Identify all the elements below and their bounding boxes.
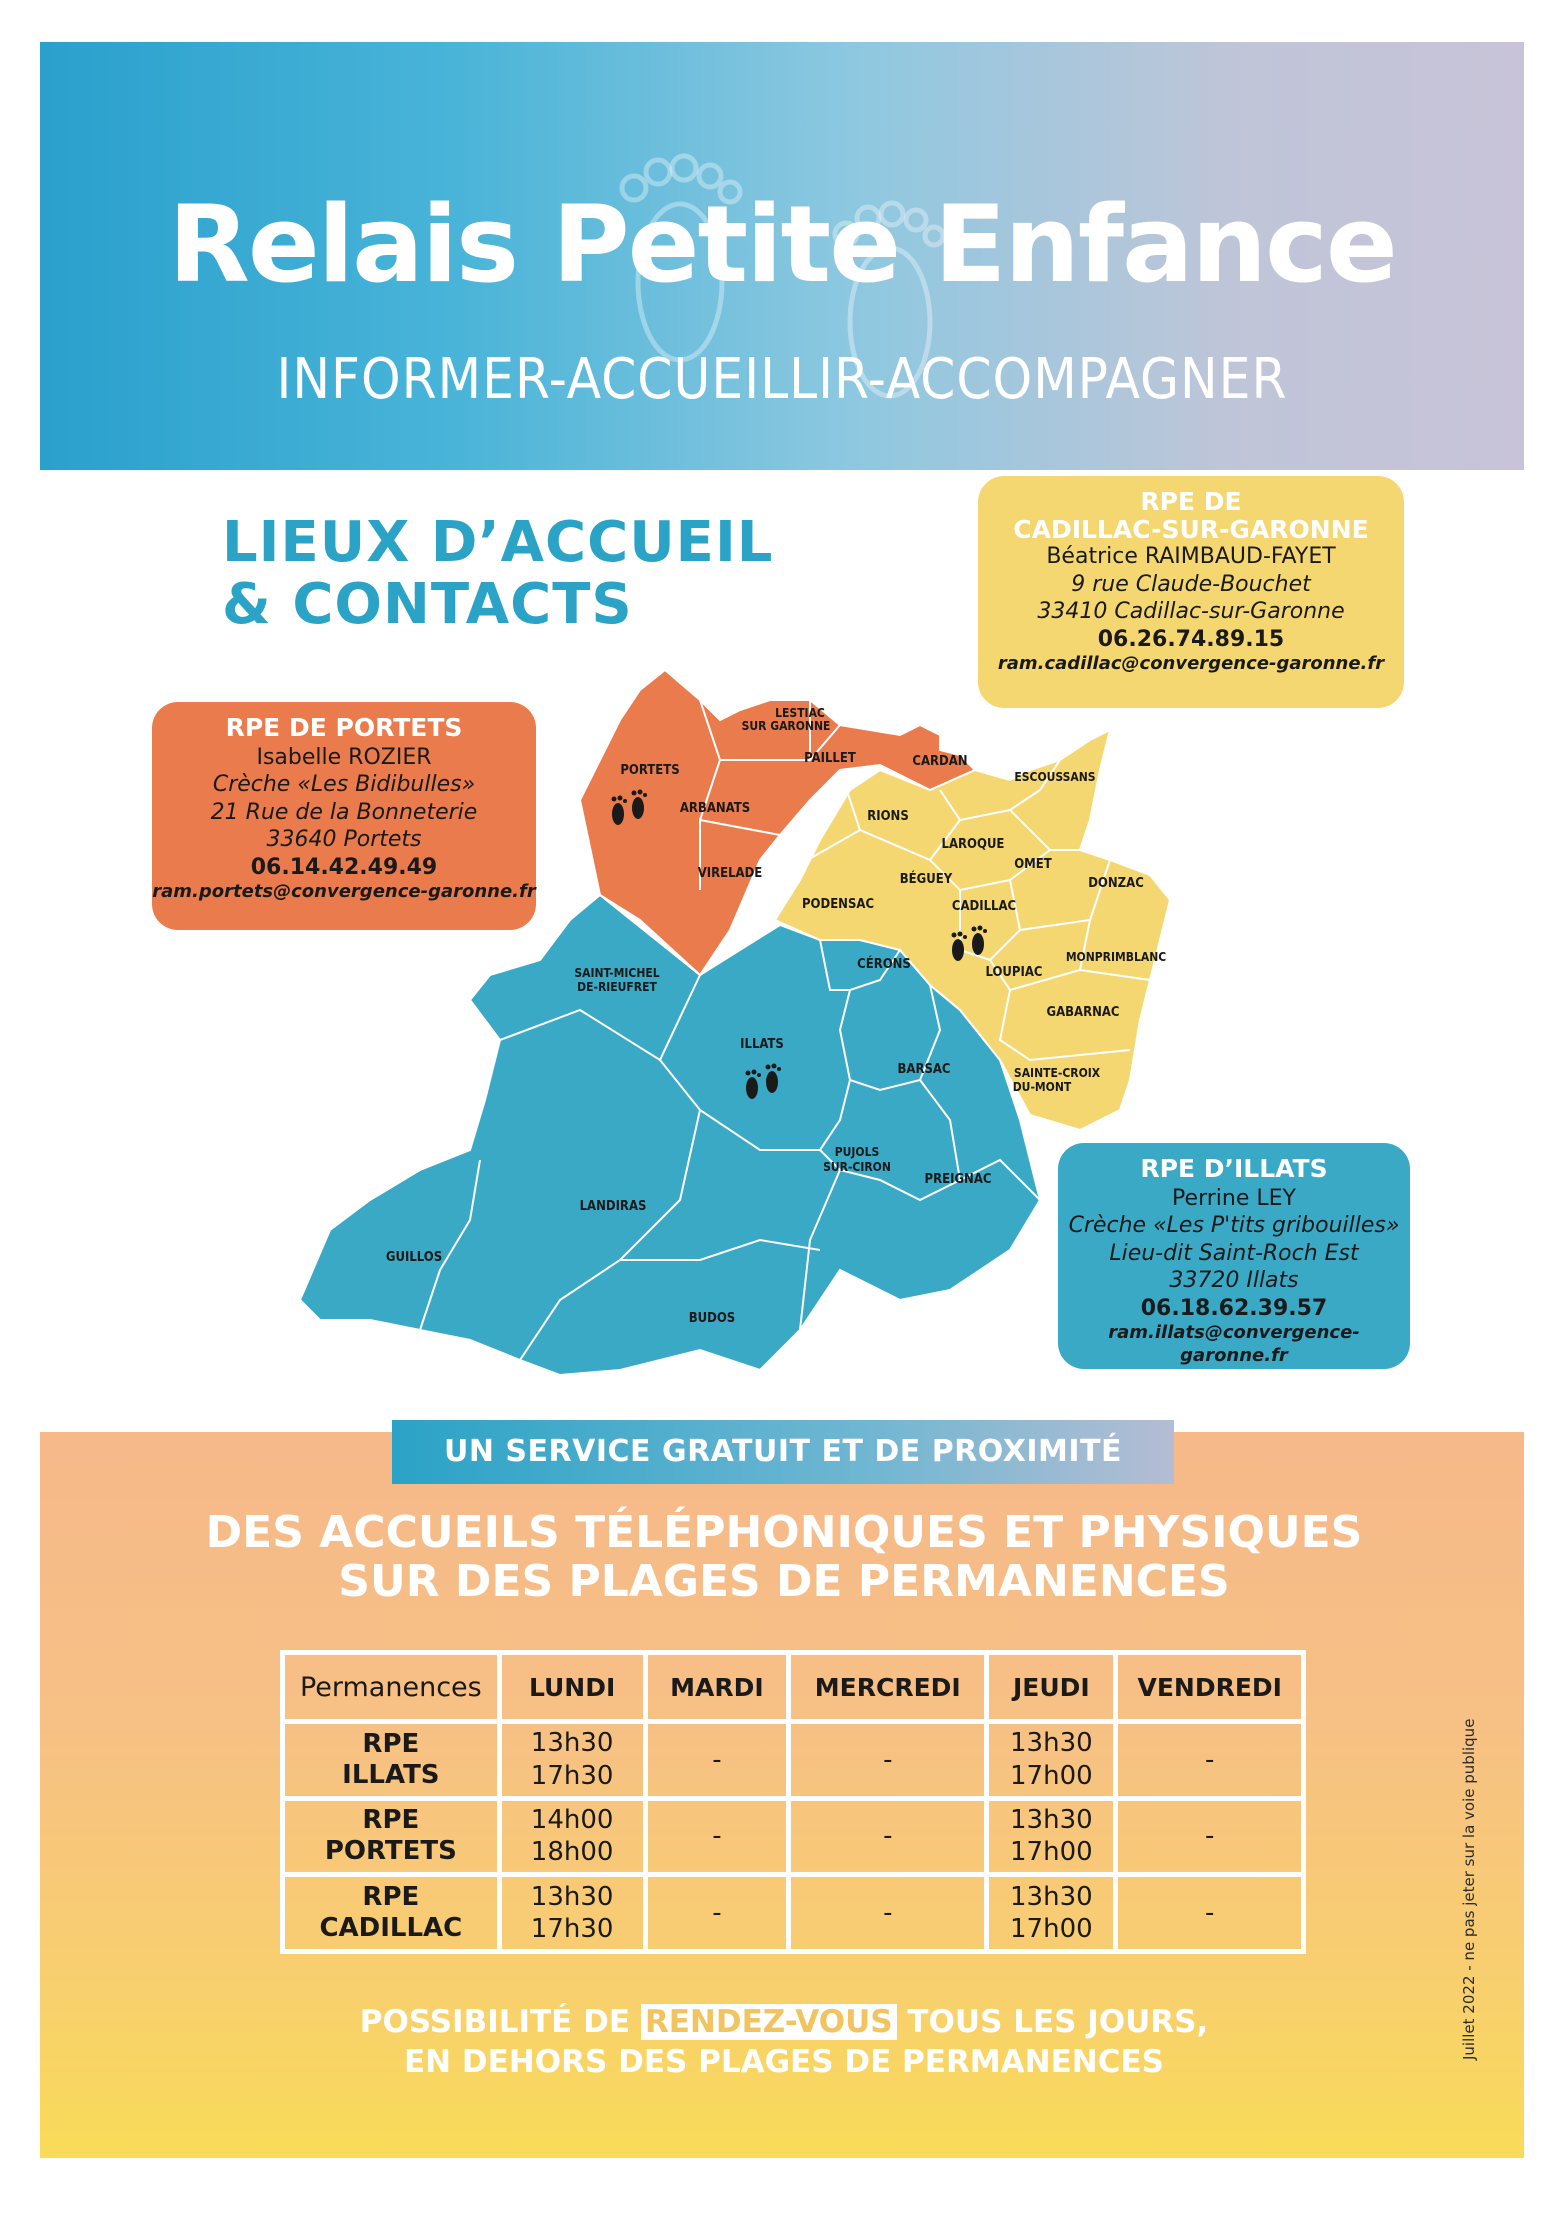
contact-name: Isabelle ROZIER (256, 744, 432, 770)
table-row-head (283, 1875, 500, 1952)
table-cell: - (789, 1798, 987, 1875)
table-cell: - (789, 1875, 987, 1952)
town-label: CÉRONS (857, 957, 911, 972)
town-label: DU-MONT (1012, 1080, 1072, 1094)
contact-email[interactable]: ram.portets@convergence-garonne.fr (152, 881, 536, 902)
table-header-row (283, 1653, 1304, 1722)
accueils-title (0, 1508, 1568, 1607)
contact-name: Béatrice RAIMBAUD-FAYET (1046, 544, 1336, 569)
service-banner: UN SERVICE GRATUIT ET DE PROXIMITÉ (392, 1420, 1174, 1484)
table-cell: - (645, 1875, 789, 1952)
cell-time: 13h30 (530, 1728, 614, 1759)
town-label: PODENSAC (801, 897, 875, 912)
town-label: SUR GARONNE (741, 719, 831, 733)
table-cell: - (1116, 1722, 1304, 1799)
contact-name: Perrine LEY (1172, 1185, 1296, 1211)
contact-city: 33720 Illats (1169, 1268, 1299, 1293)
table-cell: - (1116, 1798, 1304, 1875)
contact-place: Crèche «Les P'tits gribouilles» (1068, 1213, 1400, 1238)
cell-time: 18h00 (530, 1837, 614, 1868)
table-cell: - (645, 1798, 789, 1875)
rdv-highlight: RENDEZ-VOUS (641, 2004, 897, 2040)
cell-time: 17h30 (530, 1914, 614, 1945)
rdv-line2: EN DEHORS DES PLAGES DE PERMANENCES (404, 2044, 1164, 2081)
town-label: LESTIAC (775, 706, 825, 720)
lieux-heading-line1: LIEUX D’ACCUEIL (222, 510, 774, 575)
contact-email[interactable]: ram.illats@convergence-garonne.fr (1108, 1322, 1360, 1366)
table-row (283, 1875, 1304, 1952)
table-row (283, 1722, 1304, 1799)
accueils-title-line1: DES ACCUEILS TÉLÉPHONIQUES ET PHYSIQUES (205, 1507, 1363, 1558)
table-header: JEUDI (987, 1653, 1116, 1722)
town-label: ILLATS (740, 1037, 784, 1052)
contact-street: 9 rue Claude-Bouchet (1071, 571, 1311, 597)
footer-note: Juillet 2022 - ne pas jeter sur la voie publique (1460, 1718, 1478, 2060)
contact-city: 33640 Portets (266, 827, 422, 852)
table-cell (499, 1798, 645, 1875)
rdv-post: TOUS LES JOURS, (907, 2004, 1209, 2040)
town-label: RIONS (867, 809, 909, 824)
cell-time: 13h30 (1010, 1881, 1093, 1912)
town-label: OMET (1014, 857, 1052, 872)
contact-title: CADILLAC-SUR-GARONNE (1013, 514, 1369, 544)
row-name-line: CADILLAC (319, 1913, 463, 1944)
contact-street: Lieu-dit Saint-Roch Est (1109, 1240, 1359, 1266)
contact-box-illats (1058, 1143, 1410, 1369)
cell-time: 13h30 (1010, 1728, 1093, 1759)
table-cell (987, 1875, 1116, 1952)
contact-box-cadillac (978, 476, 1404, 708)
rdv-line1 (0, 2002, 1568, 2042)
table-cell (987, 1722, 1116, 1799)
town-label: ARBANATS (679, 801, 751, 816)
contact-city: 33410 Cadillac-sur-Garonne (1037, 599, 1345, 624)
permanences-table (280, 1650, 1306, 1954)
cell-time: 14h00 (530, 1804, 614, 1835)
town-label: BUDOS (688, 1311, 736, 1326)
town-label: BARSAC (897, 1062, 951, 1077)
cell-time: 17h00 (1010, 1837, 1093, 1868)
contact-title: RPE D’ILLATS (1140, 1154, 1328, 1183)
table-row (283, 1798, 1304, 1875)
rendez-vous-note (0, 2002, 1568, 2083)
contact-phone[interactable]: 06.26.74.89.15 (1097, 626, 1285, 652)
town-label: MONPRIMBLANC (1065, 950, 1167, 964)
town-label: CARDAN (912, 754, 968, 769)
cell-time: 17h00 (1010, 1760, 1093, 1791)
town-label: LOUPIAC (985, 965, 1043, 980)
contact-box-portets (152, 702, 536, 930)
town-label: VIRELADE (697, 866, 763, 881)
contact-email[interactable]: ram.cadillac@convergence-garonne.fr (997, 653, 1385, 674)
table-row-head (283, 1798, 500, 1875)
cell-time: 17h00 (1010, 1914, 1093, 1945)
lieux-heading-line2: & CONTACTS (222, 571, 633, 637)
town-label: PORTETS (620, 763, 680, 778)
town-label: DE-RIEUFRET (577, 980, 657, 994)
contact-place: Crèche «Les Bidibulles» (212, 772, 476, 797)
town-label: PAILLET (804, 751, 856, 766)
town-label: PUJOLS (834, 1145, 880, 1159)
table-cell (499, 1875, 645, 1952)
table-cell (987, 1798, 1116, 1875)
row-name-line: ILLATS (342, 1759, 440, 1790)
contact-phone[interactable]: 06.18.62.39.57 (1140, 1295, 1328, 1321)
table-header: Permanences (283, 1653, 500, 1722)
table-cell: - (789, 1722, 987, 1799)
town-label: DONZAC (1088, 876, 1144, 891)
table-row-head (283, 1722, 500, 1799)
table-header: MERCREDI (789, 1653, 987, 1722)
accueils-title-line2: SUR DES PLAGES DE PERMANENCES (338, 1556, 1230, 1608)
cell-time: 13h30 (1010, 1804, 1093, 1835)
table-header: VENDREDI (1116, 1653, 1304, 1722)
page-title: Relais Petite Enfance (168, 183, 1396, 306)
contact-title: RPE DE PORTETS (225, 713, 463, 742)
cell-time: 17h30 (530, 1760, 614, 1791)
town-label: SAINT-MICHEL (574, 966, 660, 980)
row-name-line: RPE (362, 1805, 420, 1836)
table-header: MARDI (645, 1653, 789, 1722)
town-label: CADILLAC (951, 899, 1017, 914)
table-header: LUNDI (499, 1653, 645, 1722)
row-name-line: PORTETS (324, 1836, 457, 1867)
table-cell: - (645, 1722, 789, 1799)
row-name-line: RPE (362, 1881, 420, 1912)
contact-title: RPE DE (1140, 487, 1242, 516)
cell-time: 13h30 (530, 1881, 614, 1912)
town-label: GABARNAC (1046, 1005, 1120, 1020)
town-label: SUR-CIRON (823, 1160, 891, 1174)
town-label: LAROQUE (941, 837, 1005, 852)
contact-phone[interactable]: 06.14.42.49.49 (250, 854, 438, 880)
contact-street: 21 Rue de la Bonneterie (210, 799, 478, 825)
town-label: LANDIRAS (579, 1199, 647, 1214)
town-label: GUILLOS (385, 1250, 443, 1265)
table-cell (499, 1722, 645, 1799)
town-label: PREIGNAC (924, 1172, 992, 1187)
table-cell: - (1116, 1875, 1304, 1952)
rdv-pre: POSSIBILITÉ DE (359, 2004, 631, 2040)
town-label: SAINTE-CROIX (1013, 1066, 1101, 1080)
page-subtitle: INFORMER-ACCUEILLIR-ACCOMPAGNER (276, 347, 1288, 412)
town-label: ESCOUSSANS (1014, 770, 1096, 784)
row-name-line: RPE (362, 1728, 420, 1759)
town-label: BÉGUEY (899, 872, 953, 887)
